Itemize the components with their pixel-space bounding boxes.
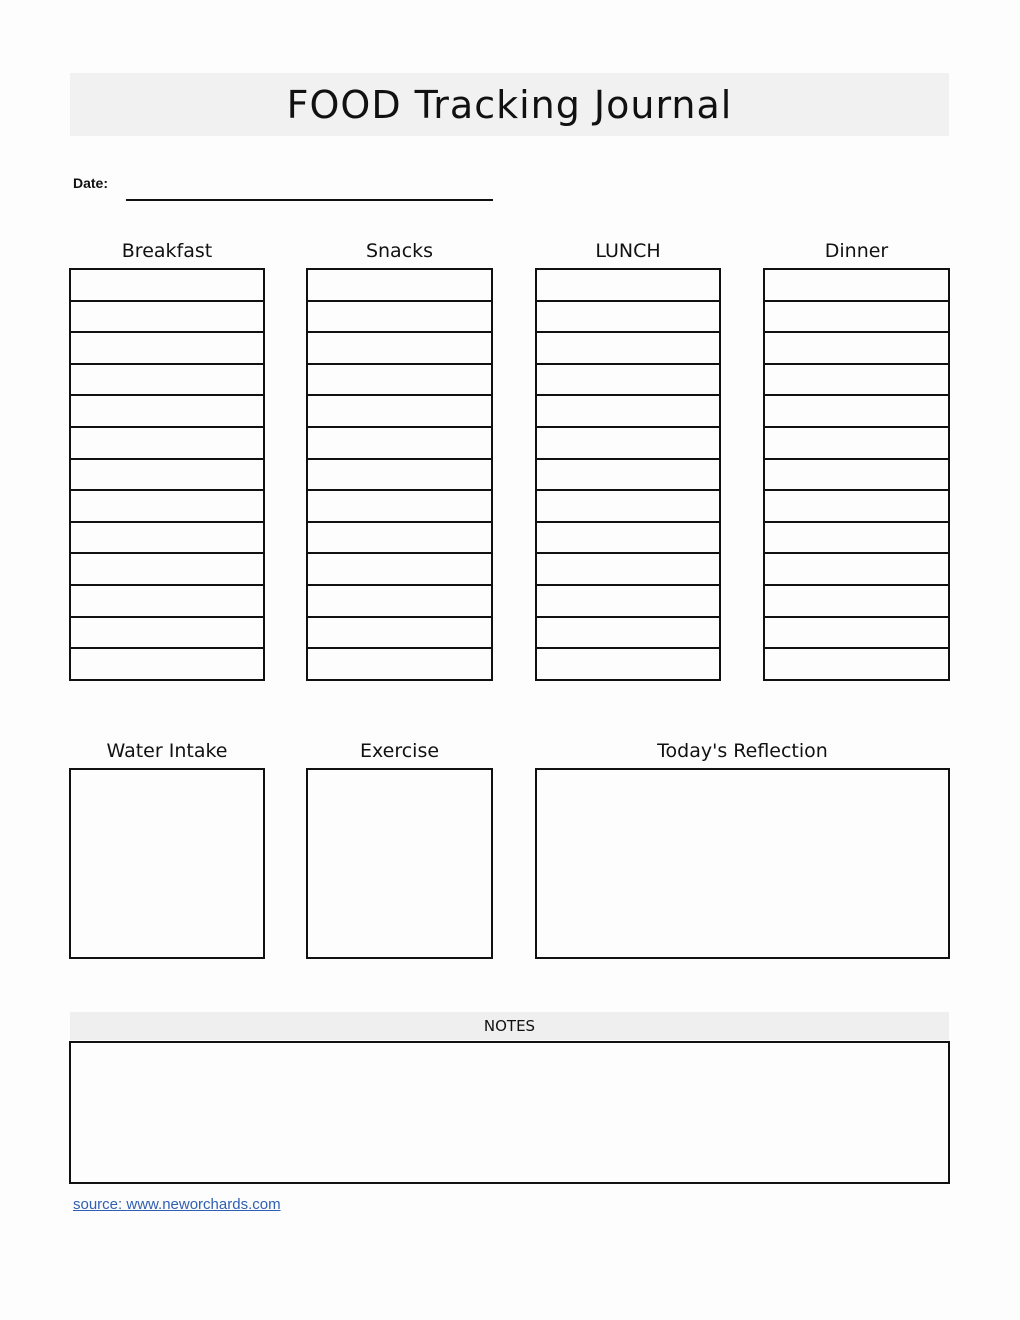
- meal-entry-row[interactable]: [537, 554, 719, 586]
- meal-entry-row[interactable]: [765, 460, 948, 492]
- meal-entry-row[interactable]: [71, 396, 263, 428]
- notes-box[interactable]: [69, 1041, 950, 1184]
- meal-entry-row[interactable]: [537, 396, 719, 428]
- meal-entry-row[interactable]: [308, 396, 491, 428]
- meal-entry-row[interactable]: [71, 523, 263, 555]
- meal-column-breakfast: [69, 236, 265, 681]
- meal-entry-row[interactable]: [765, 365, 948, 397]
- meal-entry-row[interactable]: [308, 523, 491, 555]
- meal-entry-row[interactable]: [765, 396, 948, 428]
- meal-entry-row[interactable]: [537, 586, 719, 618]
- meal-entry-row[interactable]: [765, 270, 948, 302]
- meal-entry-row[interactable]: [71, 270, 263, 302]
- meal-entry-row[interactable]: [765, 586, 948, 618]
- meal-rows: [69, 268, 265, 681]
- reflection-section: [535, 736, 950, 959]
- notes-heading: NOTES: [70, 1012, 949, 1040]
- meal-entry-row[interactable]: [765, 554, 948, 586]
- meal-entry-row[interactable]: [71, 333, 263, 365]
- meal-heading: Snacks: [365, 240, 434, 262]
- meal-entry-row[interactable]: [71, 618, 263, 650]
- meal-heading: LUNCH: [595, 240, 661, 262]
- meal-rows: [535, 268, 721, 681]
- meal-heading: Dinner: [824, 240, 889, 262]
- meal-entry-row[interactable]: [308, 460, 491, 492]
- reflection-box[interactable]: [535, 768, 950, 959]
- meal-entry-row[interactable]: [308, 554, 491, 586]
- exercise-box[interactable]: [306, 768, 493, 959]
- meal-entry-row[interactable]: [308, 270, 491, 302]
- meal-entry-row[interactable]: [537, 428, 719, 460]
- meal-entry-row[interactable]: [71, 460, 263, 492]
- meal-entry-row[interactable]: [537, 302, 719, 334]
- meal-entry-row[interactable]: [537, 649, 719, 681]
- meal-rows: [306, 268, 493, 681]
- meal-entry-row[interactable]: [537, 618, 719, 650]
- meal-entry-row[interactable]: [765, 302, 948, 334]
- date-input-line[interactable]: [126, 199, 493, 201]
- meal-entry-row[interactable]: [71, 365, 263, 397]
- meal-entry-row[interactable]: [71, 649, 263, 681]
- water-intake-heading: Water Intake: [106, 740, 228, 762]
- meal-column-dinner: [763, 236, 950, 681]
- meal-column-lunch: [535, 236, 721, 681]
- meal-entry-row[interactable]: [308, 586, 491, 618]
- water-intake-box[interactable]: [69, 768, 265, 959]
- exercise-section: [306, 736, 493, 959]
- meal-entry-row[interactable]: [308, 333, 491, 365]
- meal-entry-row[interactable]: [71, 554, 263, 586]
- meal-entry-row[interactable]: [537, 460, 719, 492]
- meal-entry-row[interactable]: [765, 491, 948, 523]
- meal-entry-row[interactable]: [308, 618, 491, 650]
- meal-entry-row[interactable]: [765, 618, 948, 650]
- meal-entry-row[interactable]: [308, 365, 491, 397]
- source-link[interactable]: source: www.neworchards.com: [73, 1196, 281, 1213]
- title-banner: [70, 73, 949, 136]
- meal-entry-row[interactable]: [765, 428, 948, 460]
- meal-rows: [763, 268, 950, 681]
- meal-entry-row[interactable]: [765, 523, 948, 555]
- exercise-heading: Exercise: [359, 740, 440, 762]
- meal-entry-row[interactable]: [71, 491, 263, 523]
- meal-heading: Breakfast: [121, 240, 213, 262]
- meal-entry-row[interactable]: [537, 365, 719, 397]
- meal-entry-row[interactable]: [308, 649, 491, 681]
- meal-entry-row[interactable]: [765, 649, 948, 681]
- water-intake-section: [69, 736, 265, 959]
- meal-entry-row[interactable]: [765, 333, 948, 365]
- reflection-heading: Today's Reflection: [657, 740, 828, 762]
- meal-entry-row[interactable]: [537, 523, 719, 555]
- date-label: Date:: [73, 175, 109, 191]
- meal-entry-row[interactable]: [537, 270, 719, 302]
- meal-entry-row[interactable]: [308, 302, 491, 334]
- meal-entry-row[interactable]: [71, 586, 263, 618]
- meal-entry-row[interactable]: [71, 428, 263, 460]
- meal-entry-row[interactable]: [71, 302, 263, 334]
- page-title: FOOD Tracking Journal: [286, 82, 733, 127]
- meal-column-snacks: [306, 236, 493, 681]
- meal-entry-row[interactable]: [308, 491, 491, 523]
- meal-entry-row[interactable]: [537, 491, 719, 523]
- meal-entry-row[interactable]: [537, 333, 719, 365]
- meal-entry-row[interactable]: [308, 428, 491, 460]
